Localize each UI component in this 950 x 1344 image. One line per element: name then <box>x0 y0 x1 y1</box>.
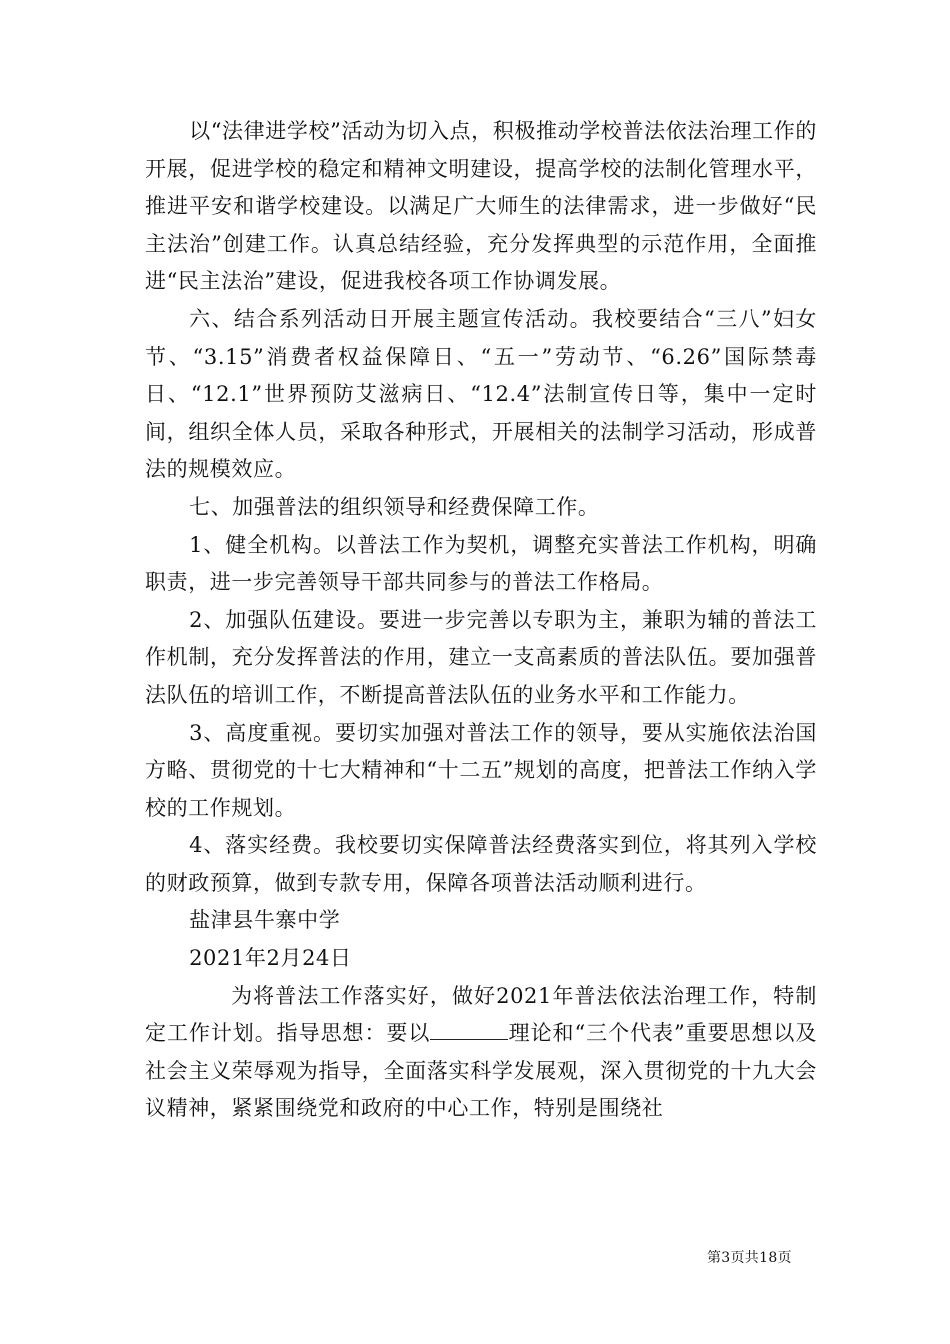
document-body <box>145 113 817 1128</box>
page-number-footer: 第3页共18页 <box>707 1250 792 1266</box>
paragraph-item-3: 3、高度重视。要切实加强对普法工作的领导，要从实施依法治国方略、贯彻党的十七大精神和“十二五”规划的高度，把普法工作纳入学校的工作规划。 <box>145 720 817 820</box>
paragraph-section-seven: 七、加强普法的组织领导和经费保障工作。 <box>189 494 600 519</box>
signature-date: 2021年2月24日 <box>189 946 352 971</box>
paragraph-item-1: 1、健全机构。以普法工作为契机，调整充实普法工作机构，明确职责，进一步完善领导干部共同参与的普法工作格局。 <box>145 532 817 595</box>
signature-school-name: 盐津县牛寨中学 <box>189 908 341 933</box>
work-plan-text-end: 理论和“三个代表”重要思想以及社会主义荣辱观为指导，全面落实科学发展观，深入贯彻党的十九大会议精神，紧紧围绕党和政府的中心工作，特别是围绕社 <box>145 1021 817 1121</box>
work-plan-text-start: 为将普法工作落实好，做好2021年普法依法治理工作，特制定工作计划。指导思想：要以 <box>145 983 817 1046</box>
paragraph-item-2: 2、加强队伍建设。要进一步完善以专职为主，兼职为辅的普法工作机制，充分发挥普法的作用，建立一支高素质的普法队伍。要加强普法队伍的培训工作，不断提高普法队伍的业务水平和工作能力。 <box>145 607 817 707</box>
paragraph-item-4: 4、落实经费。我校要切实保障普法经费落实到位，将其列入学校的财政预算，做到专款专用，保障各项普法活动顺利进行。 <box>145 833 817 895</box>
paragraph-work-plan <box>145 978 817 1128</box>
paragraph-law-into-school: 以“法律进学校”活动为切入点，积极推动学校普法依法治理工作的开展，促进学校的稳定和精神文明建设，提高学校的法制化管理水平，推进平安和谐学校建设。以满足广大师生的法律需求，进一步做好“民主法治”创建工作。认真总结经验，充分发挥典型的示范作用，全面推进“民主法治”建设，促进我校各项工作协调发展。 <box>145 119 817 294</box>
paragraph-section-six: 六、结合系列活动日开展主题宣传活动。我校要结合“三八”妇女节、“3.15”消费者权益保障日、“五一”劳动节、“6.26”国际禁毒日、“12.1”世界预防艾滋病日、“12.4”法制宣传日等，集中一定时间，组织全体人员，采取各种形式，开展相关的法制学习活动，形成普法的规模效应。 <box>145 306 817 482</box>
fill-in-blank <box>430 1021 508 1040</box>
